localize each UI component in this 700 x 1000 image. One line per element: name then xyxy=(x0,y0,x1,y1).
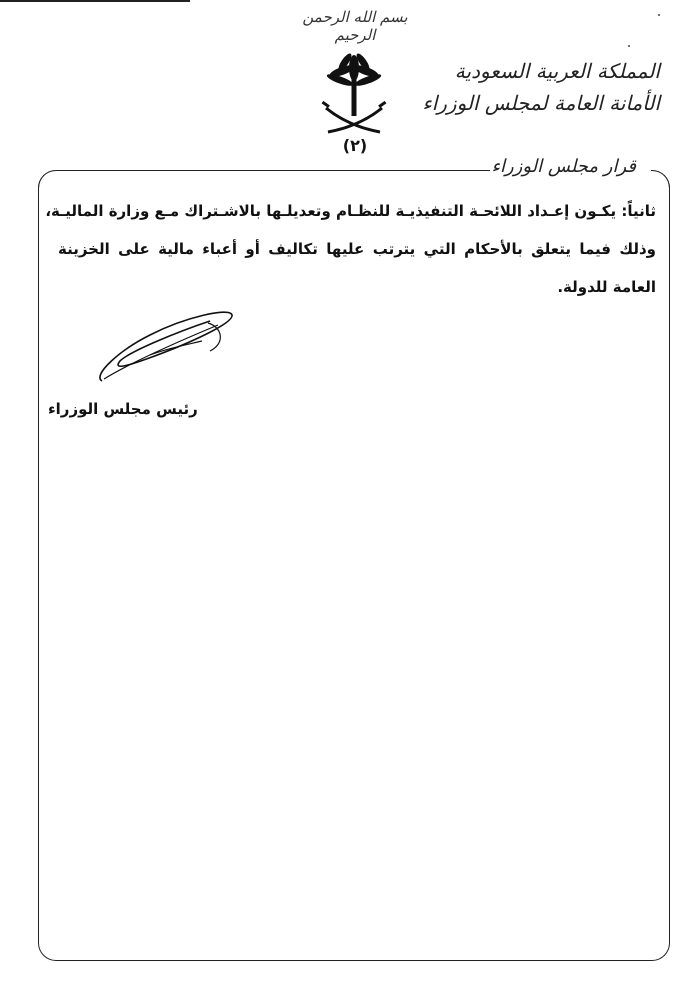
saudi-emblem-icon xyxy=(318,52,390,138)
signature-icon xyxy=(90,305,235,390)
page-number: (٢) xyxy=(342,136,368,155)
letterhead xyxy=(422,55,660,119)
letterhead-line-kingdom: المملكة العربية السعودية xyxy=(454,59,660,83)
scan-speck xyxy=(658,14,660,16)
body-line-3: العامة للدولة. xyxy=(557,278,656,296)
top-rule xyxy=(0,0,190,2)
decision-body xyxy=(45,192,656,306)
basmala: بسم الله الرحمن الرحيم xyxy=(302,8,408,44)
decision-label: قرار مجلس الوزراء xyxy=(490,156,642,177)
document-frame-corner xyxy=(651,170,670,189)
scan-speck xyxy=(628,45,630,47)
body-line-2: وذلك فيما يتعلق بالأحكام التي يترتب عليها تكاليف أو أعباء مالية على الخزينة xyxy=(58,240,656,258)
signatory-title: رئيس مجلس الوزراء xyxy=(48,400,198,418)
letterhead-line-secretariat: الأمانة العامة لمجلس الوزراء xyxy=(422,91,660,115)
body-line-1: ثانياً: يكـون إعـداد اللائحـة التنفيذيـة للنظـام وتعديلـها بالاشـتراك مـع وزارة الماليـة، xyxy=(45,202,656,220)
